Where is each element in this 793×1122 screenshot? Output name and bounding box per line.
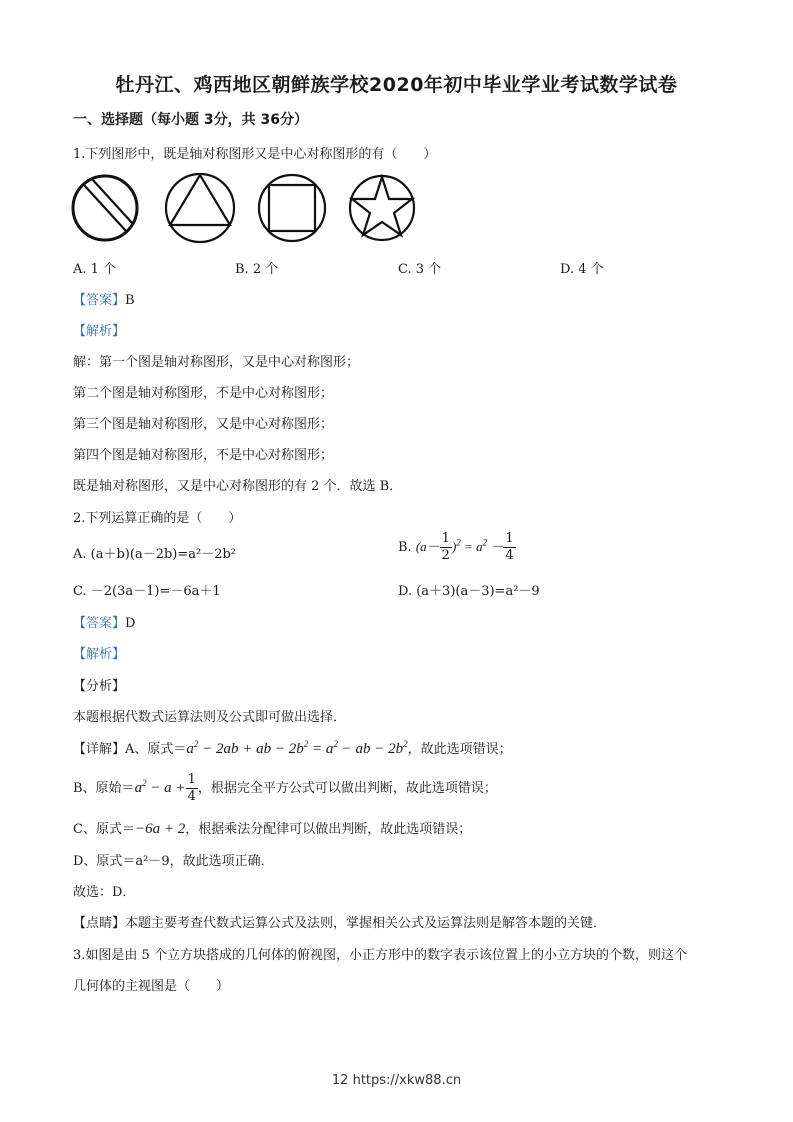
page-title: 牡丹江、鸡西地区朝鲜族学校2020年初中毕业学业考试数学试卷: [115, 74, 678, 96]
q1-analysis-line: 解：第一个图是轴对称图形，又是中心对称图形；: [73, 355, 360, 370]
q1-analysis-line: 第二个图是轴对称图形，不是中心对称图形；: [73, 386, 334, 401]
q1-analysis-line: 既是轴对称图形，又是中心对称图形的有 2 个．故选 B．: [73, 479, 403, 494]
q1-option-b: B. 2 个: [235, 262, 279, 277]
q1-option-a: A. 1 个: [73, 262, 117, 277]
q1-analysis-tag: 【解析】: [73, 324, 126, 339]
detail-tag: 【详解】: [73, 742, 126, 757]
detail-c-prefix: C、原式＝: [73, 822, 135, 837]
dianjing-tag: 【点睛】: [73, 916, 126, 931]
q2-dianjing: [73, 912, 606, 931]
q1-analysis-line: 第三个图是轴对称图形，又是中心对称图形；: [73, 417, 334, 432]
q2-analysis-tag: 【解析】: [73, 647, 126, 662]
q1-option-d: D. 4 个: [560, 262, 604, 277]
q1-answer: [73, 289, 135, 308]
q2-option-d: D. (a＋3)(a－3)=a²－9: [398, 584, 540, 599]
q2-option-c: C. －2(3a－1)=－6a＋1: [73, 584, 221, 599]
detail-b-prefix: B、原始＝: [73, 781, 135, 796]
detail-a-suffix: ，故此选项错误；: [407, 742, 512, 757]
answer-tag: 【答案】: [73, 293, 126, 308]
q2-conclusion: 故选：D．: [73, 885, 136, 900]
q2-detail-a: 【详解】A、原式$=a^2 - 2ab$ + ab − $2b^2 = a^2$ − ab − $2b^2$，故此选项错误；: [73, 739, 512, 757]
section-heading: 一、选择题（每小题 3分，共 36分）: [73, 112, 308, 128]
q2-fenxi-text: 本题根据代数式运算法则及公式即可做出选择．: [73, 710, 347, 725]
answer-tag: 【答案】: [73, 616, 126, 631]
answer-value: B: [125, 293, 135, 308]
q2-option-b-label: B.: [398, 540, 412, 555]
detail-a-prefix: A、原式＝: [125, 742, 187, 757]
q2-answer: [73, 612, 135, 631]
q3-stem-line1: 3.如图是由 5 个立方块搭成的几何体的俯视图，小正方形中的数字表示该位置上的小立方块的个数，则这个: [73, 948, 687, 963]
q1-analysis-line: 第四个图是轴对称图形，不是中心对称图形；: [73, 448, 334, 463]
detail-b-suffix: ，根据完全平方公式可以做出判断，故此选项错误；: [197, 781, 497, 796]
q1-figures: [70, 170, 420, 246]
q3-stem-line2: 几何体的主视图是（ ）: [73, 979, 230, 994]
q2-detail-c: C、原式＝−6a + 2，根据乘法分配律可以做出判断，故此选项错误；: [73, 821, 472, 837]
detail-c-suffix: ，根据乘法分配律可以做出判断，故此选项错误；: [185, 822, 472, 837]
q2-stem: 2.下列运算正确的是（ ）: [73, 511, 242, 526]
q1-option-c: C. 3 个: [398, 262, 442, 277]
page-footer: 12 https://xkw88.cn: [331, 1073, 462, 1088]
q2-detail-d: D、原式＝a²－9，故此选项正确．: [73, 854, 274, 869]
q2-option-b: B. (a－ $\frac{1}{2}$ )$^2 = a^2$ － $\frac{1}{4}$: [398, 531, 514, 563]
answer-value: D: [125, 616, 136, 631]
q2-fenxi-tag: 【分析】: [73, 679, 126, 694]
dianjing-text: 本题主要考查代数式运算公式及法则，掌握相关公式及运算法则是解答本题的关键．: [125, 916, 607, 931]
q2-option-a: A. (a＋b)(a－2b)=a²－2b²: [73, 547, 237, 562]
q2-detail-b: B、原始$=a^2 - a$ + $\frac{1}{4}$ ，根据完全平方公式可以做出判断，故此选项错误；: [73, 772, 497, 804]
q1-stem: 1.下列图形中，既是轴对称图形又是中心对称图形的有（ ）: [73, 147, 437, 162]
